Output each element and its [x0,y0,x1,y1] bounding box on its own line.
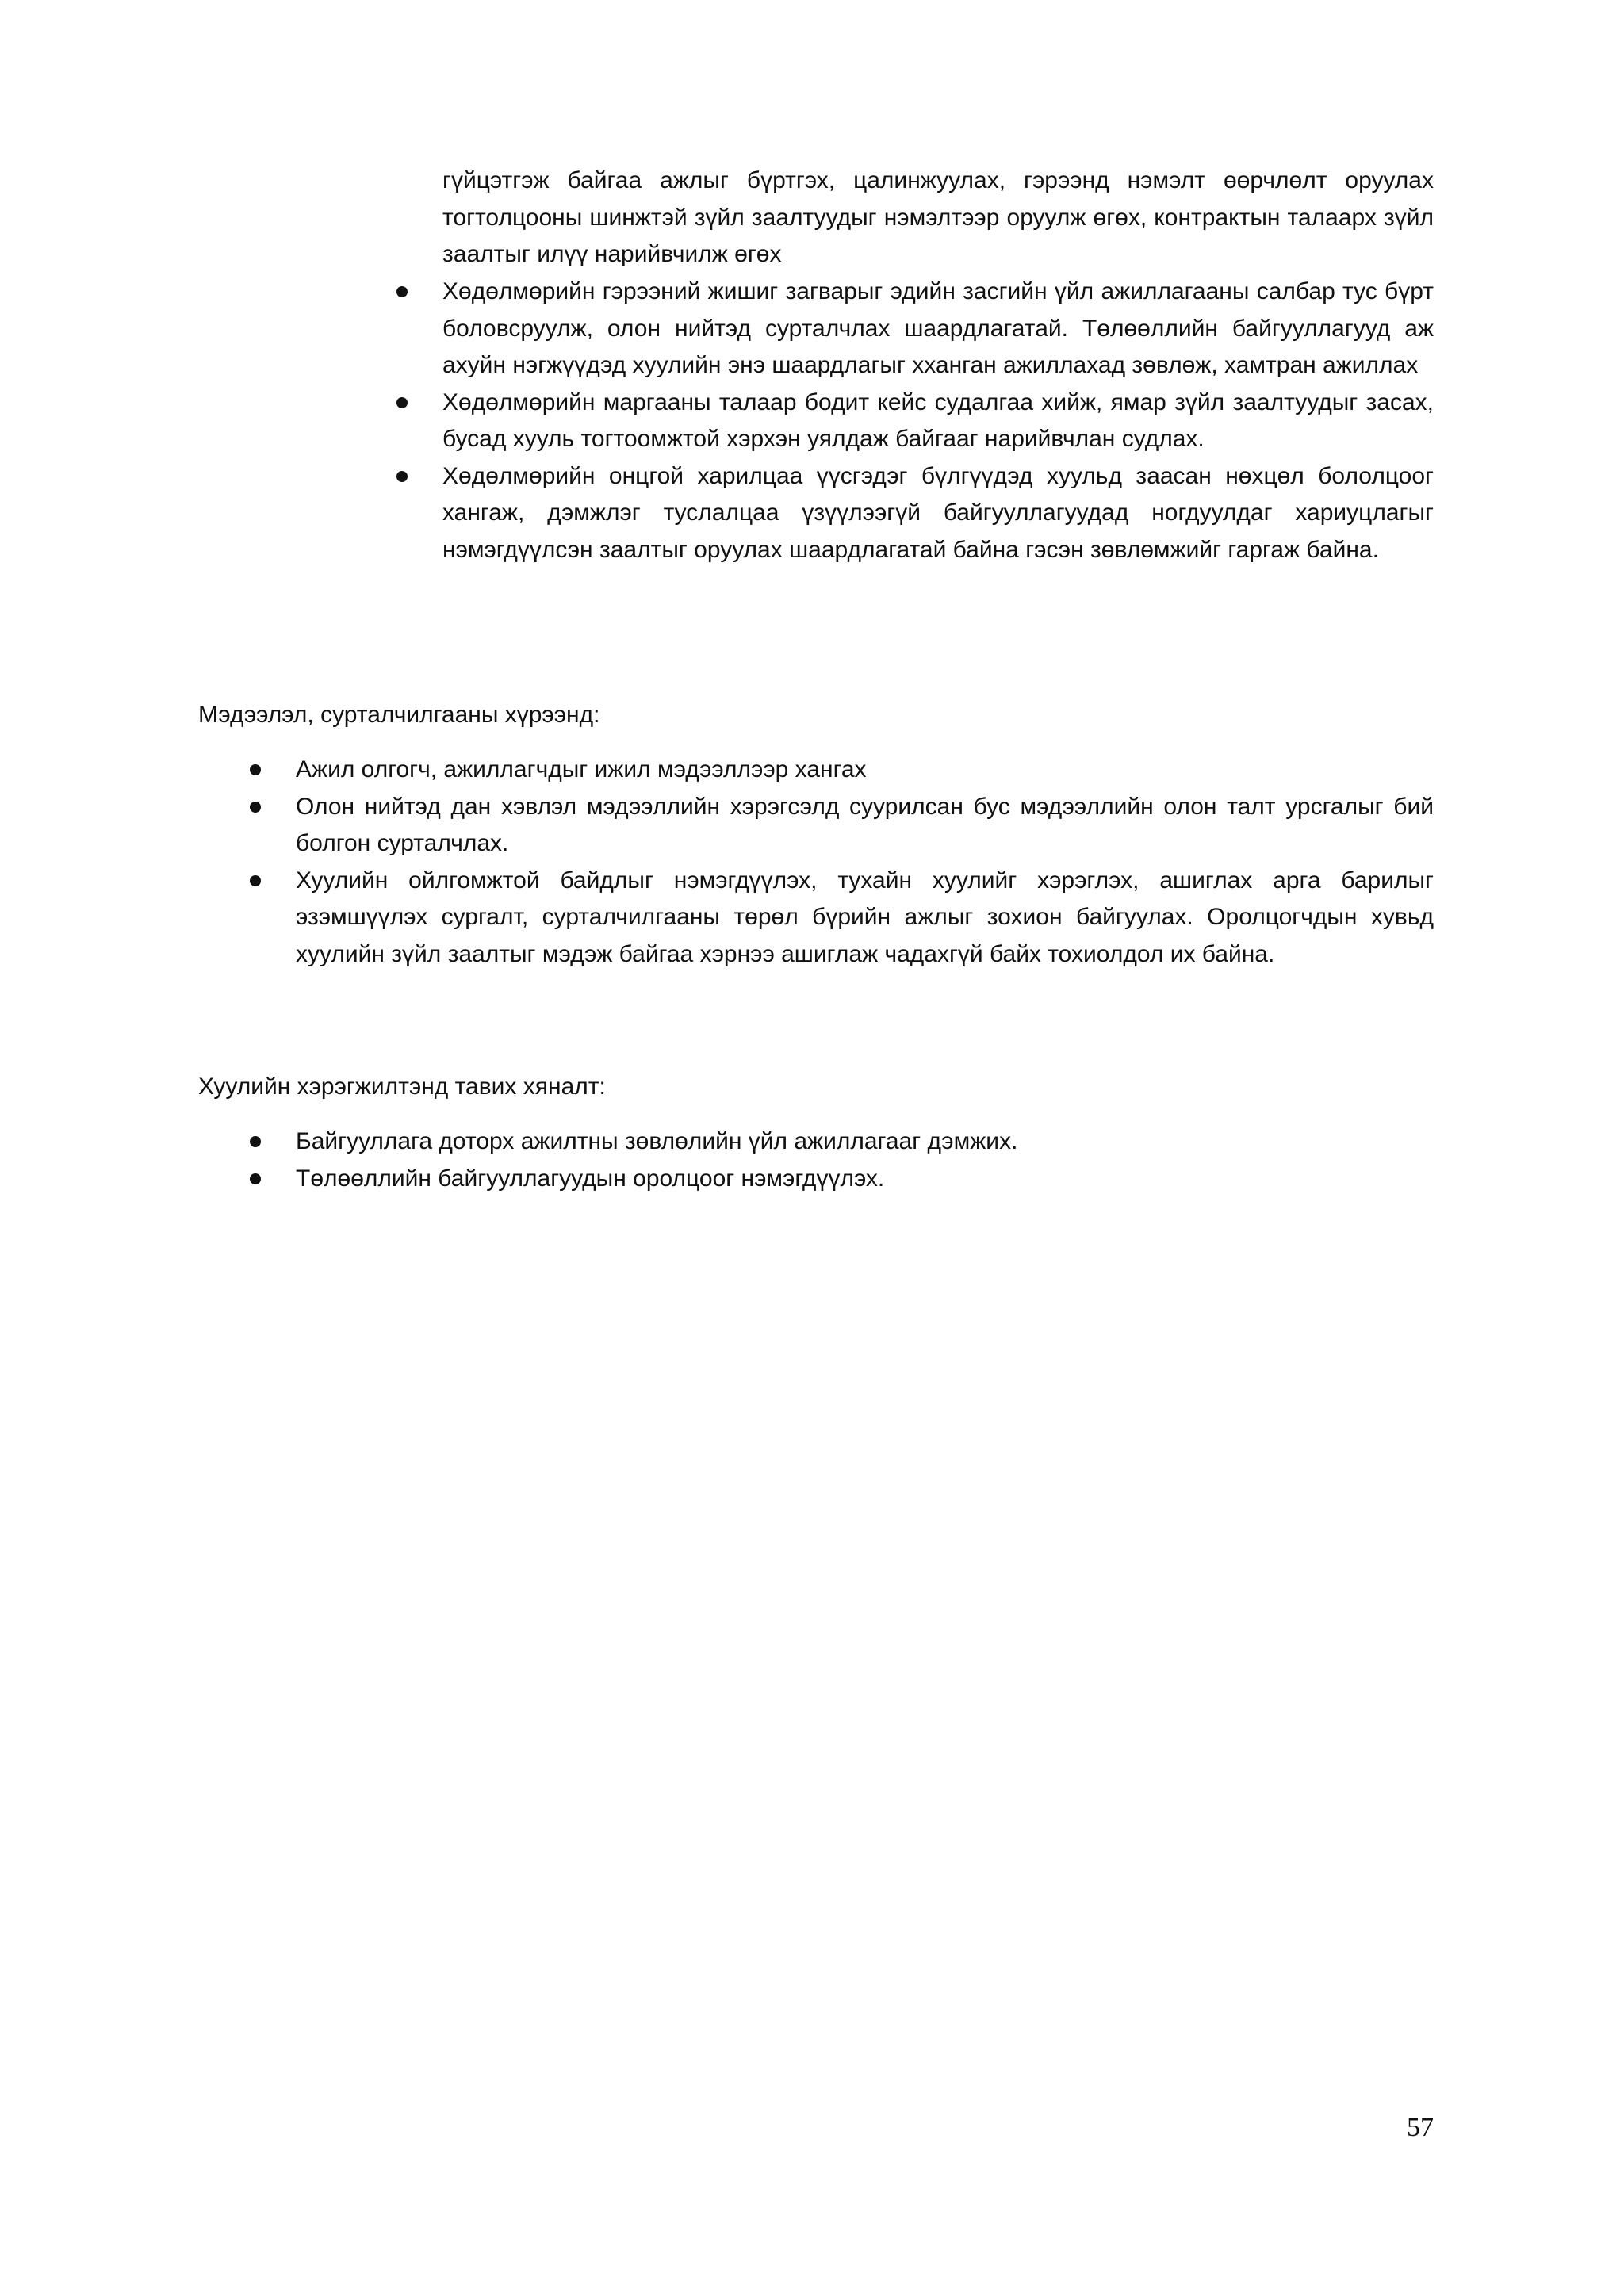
bullet-icon [396,471,408,482]
bullet-icon [396,397,408,408]
list-item [442,458,1434,569]
page-number: 57 [1407,2113,1434,2142]
section-heading-info: Мэдээлэл, сурталчилгааны хүрээнд: [198,702,600,728]
list-item-text: Төлөөллийн байгууллагуудын оролцоог нэмэгдүүлэх. [296,1165,885,1192]
bullet-icon [250,802,261,813]
bullet-icon [250,1136,261,1147]
list-item-text: Хөдөлмөрийн маргааны талаар бодит кейс судалгаа хийж, ямар зүйл заалтуудыг засах, бусад хууль тогтоомжтой хэрхэн уялдаж байгааг нарийвчлан судлах. [442,388,1434,452]
list-item [442,385,1434,458]
list-item-text: Хуулийн ойлгомжтой байдлыг нэмэгдүүлэх, тухайн хуулийг хэрэглэх, ашиглах арга барилыг эзэмшүүлэх сургалт, сурталчилгааны төрөл бүрийн ажлыг зохион байгуулах. Оролцогчдын хувьд хуулийн зүйл заалтыг мэдэж байгаа хэрнээ ашиглаж чадахгүй байх тохиолдол их байна. [296,867,1434,967]
bullet-icon [250,764,261,775]
list-item [442,274,1434,385]
list-item [296,863,1434,974]
continuation-paragraph: гүйцэтгэж байгаа ажлыг бүртгэх, цалинжуулах, гэрээнд нэмэлт өөрчлөлт оруулах тогтолцооны шинжтэй зүйл заалтуудыг нэмэлтээр оруулж өгөх, контрактын талаарх зүйл заалтыг илүү нарийвчилж өгөх [442,167,1434,267]
list-item [296,789,1434,863]
list-item [296,1123,1434,1161]
list-item-text: Байгууллага доторх ажилтны зөвлөлийн үйл ажиллагааг дэмжих. [296,1128,1018,1154]
bullet-icon [396,286,408,297]
list-item-text: Хөдөлмөрийн онцгой харилцаа үүсгэдэг бүлгүүдэд хуульд заасан нөхцөл бололцоог хангаж, дэмжлэг туслалцаа үзүүлээгүй байгууллагуудад ногдуулдаг хариуцлагыг нэмэгдүүлсэн заалтыг оруулах шаардлагатай байна гэсэн зөвлөмжийг гаргаж байна. [442,462,1434,563]
list-item-text: Хөдөлмөрийн гэрээний жишиг загварыг эдийн засгийн үйл ажиллагааны салбар тус бүрт боловсруулж, олон нийтэд сурталчлах шаардлагатай. Төлөөллийн байгууллагууд аж ахуйн нэгжүүдэд хуулийн энэ шаардлагыг хханган ажиллахад зөвлөж, хамтран ажиллах [442,278,1434,378]
list-item [296,1161,1434,1198]
bullet-icon [250,875,261,886]
recommendation-list [442,274,1434,568]
list-item-text: Олон нийтэд дан хэвлэл мэдээллийн хэрэгсэлд суурилсан бус мэдээллийн олон талт урсгалыг бий болгон сурталчлах. [296,793,1434,856]
list-item [296,752,1434,789]
bullet-icon [250,1173,261,1184]
info-list [296,752,1434,973]
section-heading-control: Хуулийн хэрэгжилтэнд тавих хяналт: [198,1073,606,1100]
control-list [296,1123,1434,1197]
list-item-text: Ажил олгогч, ажиллагчдыг ижил мэдээллээр хангах [296,756,867,783]
